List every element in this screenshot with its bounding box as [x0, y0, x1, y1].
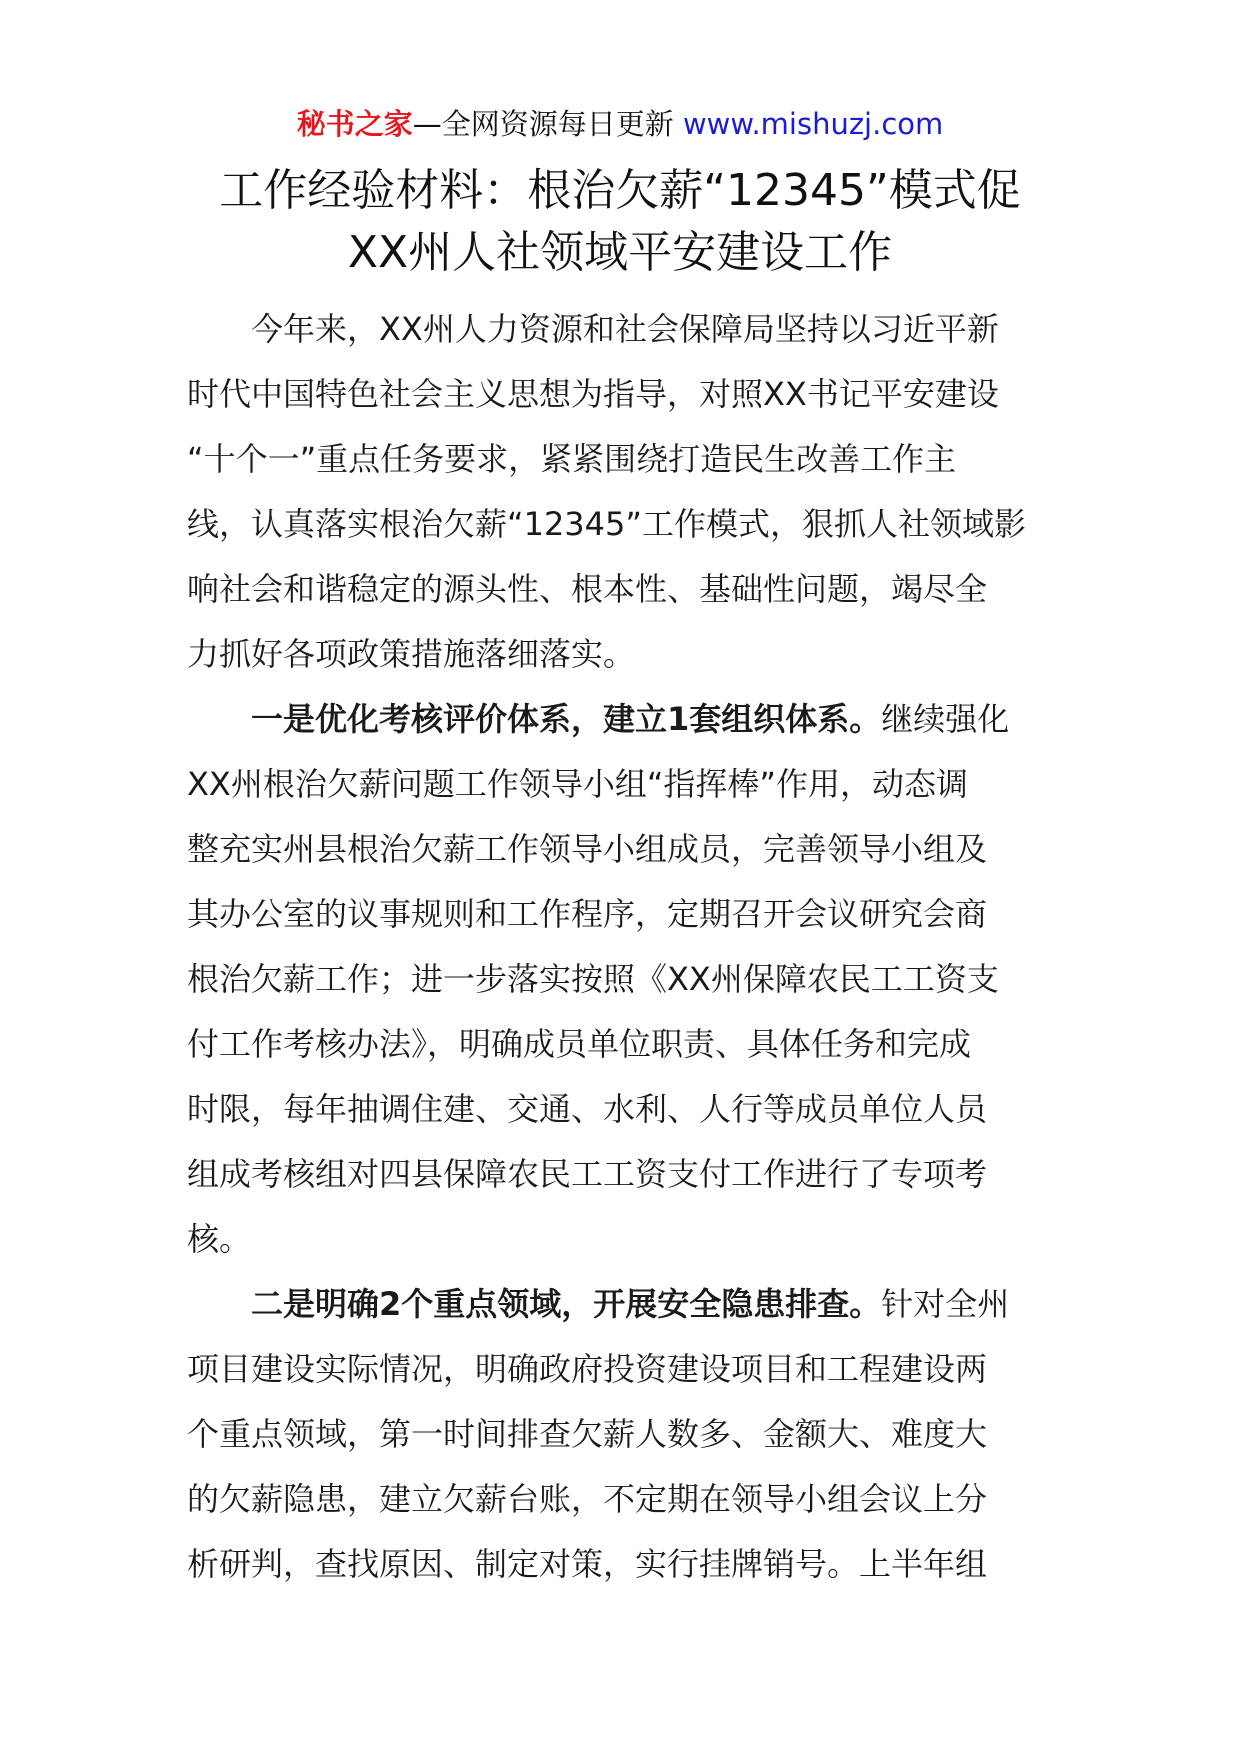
- body-line: 其办公室的议事规则和工作程序，定期召开会议研究会商: [187, 895, 988, 933]
- body-line: 时限，每年抽调住建、交通、水利、人行等成员单位人员: [187, 1090, 988, 1128]
- section-2-heading: 二是明确2个重点领域，开展安全隐患排查。: [187, 1285, 882, 1323]
- body-line: 时代中国特色社会主义思想为指导，对照XX书记平安建设: [187, 375, 999, 413]
- site-url-link[interactable]: www.mishuzj.com: [682, 107, 944, 141]
- section-1-heading: 一是优化考核评价体系，建立1套组织体系。: [187, 700, 882, 738]
- header-tagline: —全网资源每日更新: [412, 107, 674, 141]
- body-line: 今年来，XX州人力资源和社会保障局坚持以习近平新: [187, 310, 999, 348]
- section-1-paragraph: [187, 687, 1057, 1272]
- body-line: 整充实州县根治欠薪工作领导小组成员，完善领导小组及: [187, 830, 988, 868]
- body-line: 个重点领域，第一时间排查欠薪人数多、金额大、难度大: [187, 1415, 988, 1453]
- section-2-first-line: [187, 1272, 1057, 1337]
- section-2-lead: 针对全州: [881, 1285, 1010, 1323]
- section-2-paragraph: [187, 1272, 1057, 1597]
- title-line-1: 工作经验材料：根治欠薪“12345”模式促: [219, 165, 1021, 216]
- body-line: 组成考核组对四县保障农民工工资支付工作进行了专项考: [187, 1155, 988, 1193]
- section-1-first-line: [187, 687, 1057, 752]
- body-line: 析研判，查找原因、制定对策，实行挂牌销号。上半年组: [187, 1545, 988, 1583]
- body-line: 项目建设实际情况，明确政府投资建设项目和工程建设两: [187, 1350, 988, 1388]
- brand-name: 秘书之家: [296, 107, 413, 141]
- body-line: 核。: [187, 1220, 252, 1258]
- body-line: 响社会和谐稳定的源头性、根本性、基础性问题，竭尽全: [187, 570, 988, 608]
- body-line: XX州根治欠薪问题工作领导小组“指挥棒”作用，动态调: [187, 765, 969, 803]
- body-line: 的欠薪隐患，建立欠薪台账，不定期在领导小组会议上分: [187, 1480, 988, 1518]
- body-line: 根治欠薪工作；进一步落实按照《XX州保障农民工工资支: [187, 960, 999, 998]
- document-body: [187, 297, 1057, 1597]
- body-line: 付工作考核办法》，明确成员单位职责、具体任务和完成: [187, 1025, 972, 1063]
- intro-paragraph: [187, 297, 1057, 687]
- title-line-2: XX州人社领域平安建设工作: [347, 227, 893, 278]
- site-header: [0, 102, 1240, 146]
- body-line: 线，认真落实根治欠薪“12345”工作模式，狠抓人社领域影: [187, 505, 1026, 543]
- section-1-lead: 继续强化: [881, 700, 1010, 738]
- body-line: “十个一”重点任务要求，紧紧围绕打造民生改善工作主: [187, 440, 957, 478]
- body-line: 力抓好各项政策措施落细落实。: [187, 635, 636, 673]
- document-title: [150, 160, 1090, 284]
